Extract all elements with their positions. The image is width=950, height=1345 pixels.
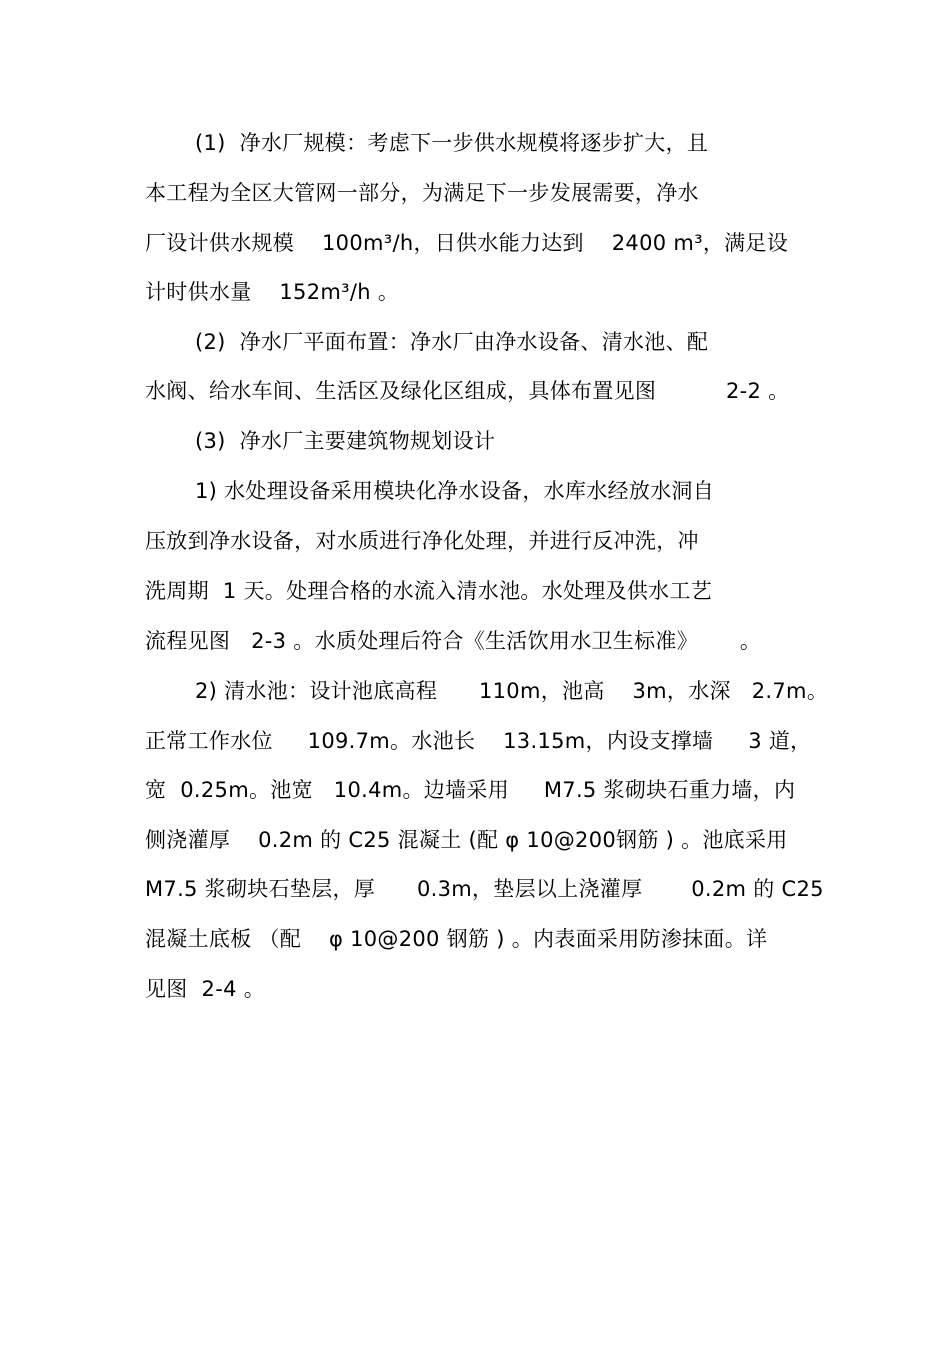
text-line-2: 本工程为全区大管网一部分，为满足下一步发展需要，净水 [145, 181, 699, 205]
text-line-7: (3) 净水厂主要建筑物规划设计 [195, 429, 496, 453]
text-line-16: M7.5 浆砌块石垫层，厚 0.3m，垫层以上浇灌厚 0.2m 的 C25 [145, 877, 824, 901]
text-line-11: 流程见图 2-3 。水质处理后符合《生活饮用水卫生标准》 。 [145, 629, 762, 653]
text-line-12: 2) 清水池：设计池底高程 110m，池高 3m，水深 2.7m。 [195, 679, 829, 703]
text-line-6: 水阀、给水车间、生活区及绿化区组成，具体布置见图 2-2 。 [145, 379, 790, 403]
text-line-14: 宽 0.25m。池宽 10.4m。边墙采用 M7.5 浆砌块石重力墙，内 [145, 778, 796, 802]
text-line-13: 正常工作水位 109.7m。水池长 13.15m，内设支撑墙 3 道， [145, 729, 812, 753]
text-line-10: 洗周期 1 天。处理合格的水流入清水池。水处理及供水工艺 [145, 579, 713, 603]
text-line-8: 1) 水处理设备采用模块化净水设备，水库水经放水洞自 [195, 479, 715, 503]
text-line-5: (2) 净水厂平面布置：净水厂由净水设备、清水池、配 [195, 330, 709, 354]
text-line-9: 压放到净水设备，对水质进行净化处理，并进行反冲洗，冲 [145, 529, 699, 553]
text-line-17: 混凝土底板 （配 φ 10@200 钢筋 ) 。内表面采用防渗抹面。详 [145, 927, 768, 951]
text-line-18: 见图 2-4 。 [145, 977, 266, 1001]
text-line-3: 厂设计供水规模 100m³/h，日供水能力达到 2400 m³，满足设 [145, 231, 789, 255]
text-line-1: (1) 净水厂规模：考虑下一步供水规模将逐步扩大，且 [195, 131, 709, 155]
text-line-15: 侧浇灌厚 0.2m 的 C25 混凝土 (配 φ 10@200钢筋 ) 。池底采用 [145, 828, 788, 852]
text-line-4: 计时供水量 152m³/h 。 [145, 280, 400, 304]
